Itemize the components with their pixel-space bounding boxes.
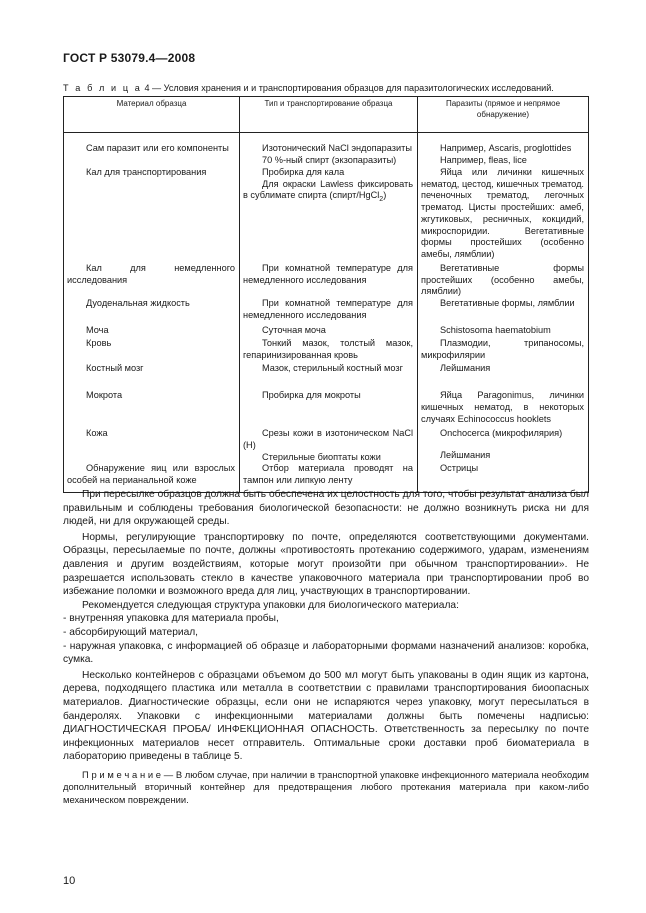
cell-material: Кожа bbox=[64, 428, 240, 463]
paragraph: Несколько контейнеров с образцами объемом до 500 мл могут быть упакованы в один ящик из картона, дерева, подходящего пластика или металла в соответствии с правилами транспортирования биоопасных материалов. Диагностические образцы, если они не испаряются через упаковку, могут пересылаться в бандеролях. Упаковки с инфекционными материалами должны быть помечены надписью: ДИАГНОСТИЧЕСКАЯ ПРОБА/ ИНФЕКЦИОННАЯ ОПАСНОСТЬ. Ответственность за пересылку по почте инфекционных материалов несет отправитель. Оптимальные сроки доставки проб биоматериала в лабораторию приведены в таблице 5. bbox=[63, 669, 589, 763]
cell-parasites: Яйца или личинки кишечных нематод, цестод, кишечных трематод. печеночных трематод, легочных трематод. Цисты простейших: амеб, жгутиковых, ресничных, кокцидий, микроспоридии. Вегетативные формы простейших (особенно амебы, лямблии) bbox=[418, 167, 589, 263]
note-prefix: П р и м е ч а н и е bbox=[82, 768, 162, 780]
cell-parasites: Вегетативные формы, лямблии bbox=[418, 298, 589, 325]
cell-material: Мокрота bbox=[64, 390, 240, 428]
cell-transport: Пробирка для мокроты bbox=[240, 390, 418, 428]
table-caption-text: 4 — Условия хранения и и транспортирования образцов для паразитологических исследований. bbox=[141, 83, 554, 93]
cell-transport: Отбор материала проводят на тампон или липкую ленту bbox=[240, 463, 418, 492]
cell-transport: Мазок, стерильный костный мозг bbox=[240, 363, 418, 390]
cell-transport: Срезы кожи в изотоническом NaCl (H) Стерильные биоптаты кожи bbox=[240, 428, 418, 463]
cell-transport: Тонкий мазок, толстый мазок, гепаринизированная кровь bbox=[240, 338, 418, 363]
document-header: ГОСТ Р 53079.4—2008 bbox=[63, 51, 196, 65]
note-text: — В любом случае, при наличии в транспортной упаковке инфекционного материала необходим дополнительный вторичный контейнер для предотвращения любого протекания материала при каком-либо механическом повреждении. bbox=[63, 768, 589, 805]
paragraph: При пересылке образцов должна быть обеспечена их целостность для того, чтобы результат анализа был правильным и соблюдены требования биологической безопасности: не должно возникнуть риска ни для людей, ни для окружающей среды. bbox=[63, 489, 589, 528]
cell-parasites: Schistosoma haematobium bbox=[418, 325, 589, 338]
column-header-material: Материал образца bbox=[64, 97, 240, 133]
page-number: 10 bbox=[63, 875, 76, 887]
parasitology-table bbox=[63, 96, 589, 493]
column-header-transport: Тип и транспортирование образца bbox=[240, 97, 418, 133]
cell-material: Кал для немедленного исследования bbox=[64, 263, 240, 298]
cell-material: Обнаружение яиц или взрослых особей на перианальной коже bbox=[64, 463, 240, 492]
cell-transport: Пробирка для кала Для окраски Lawless фиксировать в сублимате спирта (спирт/HgCl$_2$) bbox=[240, 167, 418, 263]
cell-material: Дуоденальная жидкость bbox=[64, 298, 240, 325]
cell-parasites: Например, Ascaris, proglottides Например, fleas, lice bbox=[418, 143, 589, 167]
cell-transport: Суточная моча bbox=[240, 325, 418, 338]
list-item: - абсорбирующий материал, bbox=[63, 626, 199, 638]
cell-parasites: Onchocerca (микрофилярия) Лейшмания bbox=[418, 428, 589, 463]
cell-material: Сам паразит или его компоненты bbox=[64, 143, 240, 167]
list-item: - внутренняя упаковка для материала пробы, bbox=[63, 613, 279, 625]
cell-parasites: Лейшмания bbox=[418, 363, 589, 390]
cell-parasites: Плазмодии, трипаносомы, микрофилярии bbox=[418, 338, 589, 363]
table-caption-prefix: Т а б л и ц а bbox=[63, 83, 142, 93]
cell-transport: При комнатной температуре для немедленного исследования bbox=[240, 298, 418, 325]
cell-material: Кал для транспортирования bbox=[64, 167, 240, 263]
note bbox=[63, 769, 589, 807]
cell-parasites: Острицы bbox=[418, 463, 589, 492]
cell-material: Костный мозг bbox=[64, 363, 240, 390]
list-item: - наружная упаковка, с информацией об образце и лабораторными формами назначений анализов: коробка, сумка. bbox=[63, 640, 589, 666]
cell-transport: Изотонический NaCl эндопаразиты 70 %-ный спирт (экзопаразиты) bbox=[240, 143, 418, 167]
table-row bbox=[64, 298, 589, 325]
cell-material: Моча bbox=[64, 325, 240, 338]
cell-parasites: Яйца Paragonimus, личинки кишечных нематод, в некоторых случаях Echinococcus hooklets bbox=[418, 390, 589, 428]
table-header-row bbox=[64, 97, 589, 133]
table-row bbox=[64, 390, 589, 428]
paragraph: Нормы, регулирующие транспортировку по почте, определяются соответствующими документами. Образцы, пересылаемые по почте, должны «противостоять протеканию содержимого, ударам, изменениям давления и другим воздействиям, которые могут произойти при обычном транспортировании». Не разрешается использовать стекло в качестве упаковочного материала при транспортировании проб во избежание поломки и возможного вреда для лиц, участвующих в транспортировании. bbox=[63, 531, 589, 598]
table-row bbox=[64, 363, 589, 390]
cell-transport: При комнатной температуре для немедленного исследования bbox=[240, 263, 418, 298]
table-row bbox=[64, 428, 589, 463]
table-caption bbox=[63, 83, 554, 93]
cell-material: Кровь bbox=[64, 338, 240, 363]
table-row bbox=[64, 167, 589, 263]
table-row bbox=[64, 143, 589, 167]
table-row bbox=[64, 338, 589, 363]
cell-parasites: Вегетативные формы простейших (особенно амебы, лямблии) bbox=[418, 263, 589, 298]
body-text bbox=[63, 488, 589, 806]
column-header-parasites: Паразиты (прямое и непрямое обнаружение) bbox=[418, 97, 589, 133]
paragraph: Рекомендуется следующая структура упаковки для биологического материала: bbox=[82, 599, 459, 611]
table-row bbox=[64, 263, 589, 298]
table-row bbox=[64, 325, 589, 338]
